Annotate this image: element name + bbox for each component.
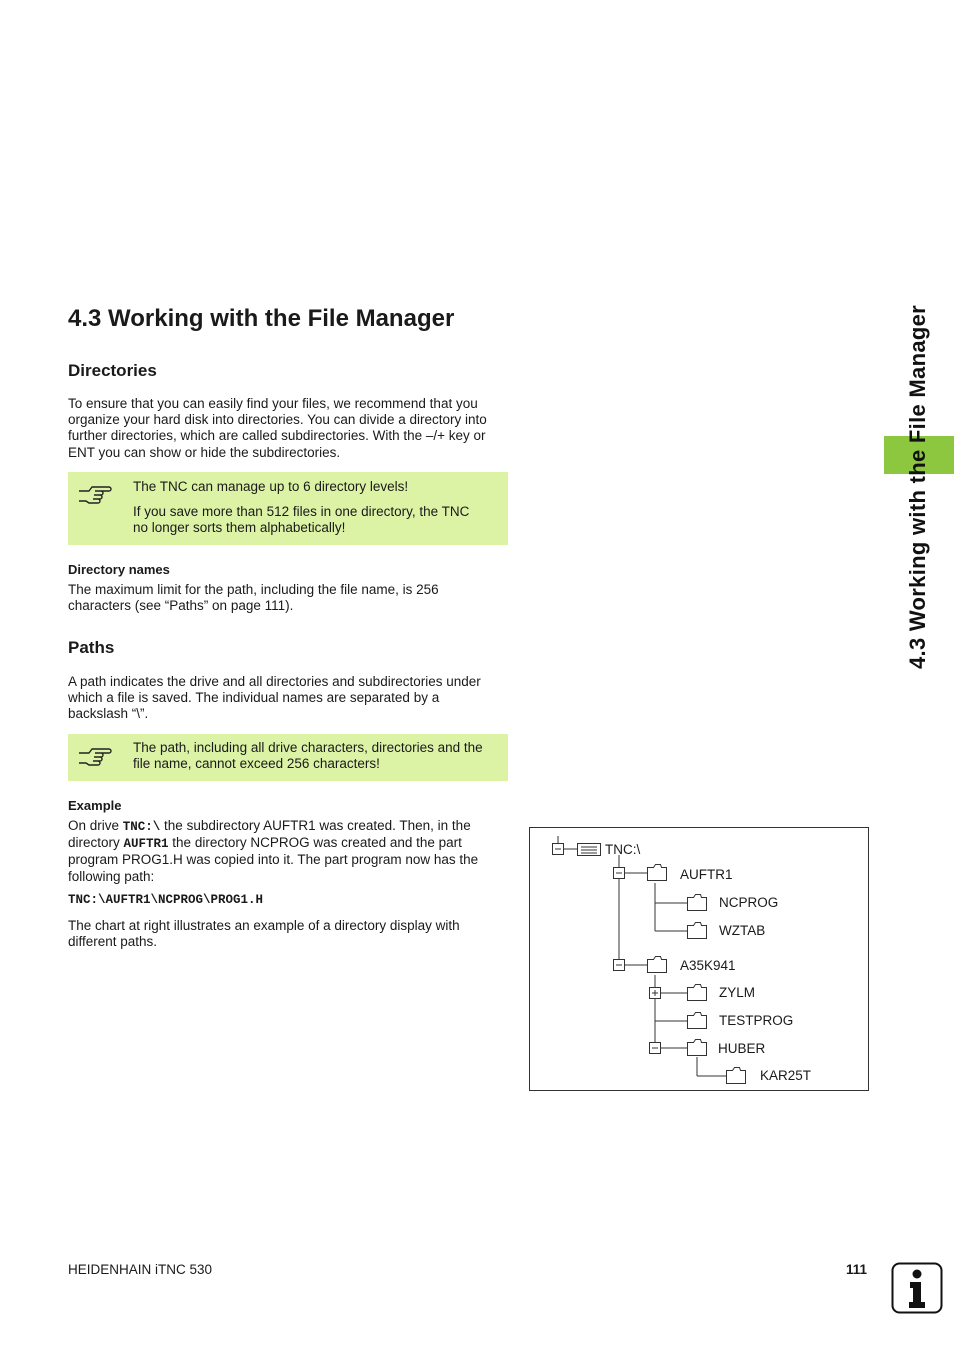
directory-names-heading: Directory names [68,562,170,577]
text-line: A path indicates the drive and all directories and subdirectories under [68,674,481,689]
text-span: directory [68,835,124,851]
code-drive: TNC:\ [122,820,161,834]
tree-label-ncprog[interactable]: NCPROG [719,895,779,910]
text-line: If you save more than 512 files in one directory, the TNC [133,504,470,519]
tree-toggle-a35k941[interactable] [614,960,625,971]
pointing-hand-icon [78,482,112,506]
info-icon [891,1262,943,1314]
text-span: the directory NCPROG was created and the part [168,835,462,851]
text-line: further directories, which are called subdirectories. With the –/+ key or [68,428,486,444]
tree-toggle-auftr1[interactable] [614,868,625,879]
text-line: organize your hard disk into directories. You can divide a directory into [68,412,487,428]
text-line: To ensure that you can easily find your files, we recommend that you [68,396,478,411]
text-line: different paths. [68,934,158,950]
tree-label-auftr1[interactable]: AUFTR1 [680,867,733,882]
directory-names-text [68,582,510,614]
text-line: The chart at right illustrates an example of a directory display with [68,918,460,933]
drive-icon [578,844,601,856]
tree-label-zylm[interactable]: ZYLM [719,985,756,1000]
tree-label-root[interactable]: TNC:\ [605,842,641,857]
pointing-hand-icon [78,744,112,768]
tree-label-huber[interactable]: HUBER [718,1041,766,1056]
text-line: no longer sorts them alphabetically! [133,520,346,536]
tree-label-testprog[interactable]: TESTPROG [719,1013,794,1028]
text-span: the subdirectory AUFTR1 was created. Then, in the [160,818,471,833]
directories-heading: Directories [68,361,157,380]
text-line: ENT you can show or hide the subdirectories. [68,444,341,460]
page-title: 4.3 Working with the File Manager [68,305,455,332]
paths-intro [68,674,510,723]
example-text [68,818,510,885]
tree-label-kar25t[interactable]: KAR25T [760,1068,812,1083]
text-line: characters (see “Paths” on page 111). [68,598,294,614]
chart-description [68,918,510,950]
tree-toggle-huber[interactable] [650,1043,661,1054]
text-line: following path: [68,868,155,884]
example-path-code: TNC:\AUFTR1\NCPROG\PROG1.H [68,893,264,907]
directory-tree-diagram [529,827,869,1091]
directories-intro [68,396,510,461]
note-text-levels: The TNC can manage up to 6 directory levels! [133,479,409,494]
note-text-path-limit [133,740,483,772]
footer-product: HEIDENHAIN iTNC 530 [68,1262,213,1277]
text-line: The maximum limit for the path, including the file name, is 256 [68,582,439,597]
text-line: which a file is saved. The individual names are separated by a [68,690,440,706]
text-line: backslash “\”. [68,706,149,722]
note-box [68,472,508,545]
paths-heading: Paths [68,638,115,657]
tree-label-wztab[interactable]: WZTAB [719,923,766,938]
text-span: On drive [68,818,123,833]
note-box [68,734,508,781]
text-line: program PROG1.H was copied into it. The part program now has the [68,852,479,868]
page-number: 111 [846,1262,868,1277]
chapter-tab-label: 4.3 Working with the File Manager [905,305,930,669]
example-heading: Example [68,798,122,813]
note-text-sorting [133,504,469,536]
code-directory: AUFTR1 [123,837,169,852]
text-line [68,835,510,852]
tree-toggle-zylm[interactable] [650,988,661,999]
text-line: The path, including all drive characters, directories and the [133,740,483,755]
text-line: file name, cannot exceed 256 characters! [133,756,380,772]
tree-toggle-root[interactable] [553,844,564,855]
text-line [68,818,510,835]
tree-label-a35k941[interactable]: A35K941 [680,958,736,973]
